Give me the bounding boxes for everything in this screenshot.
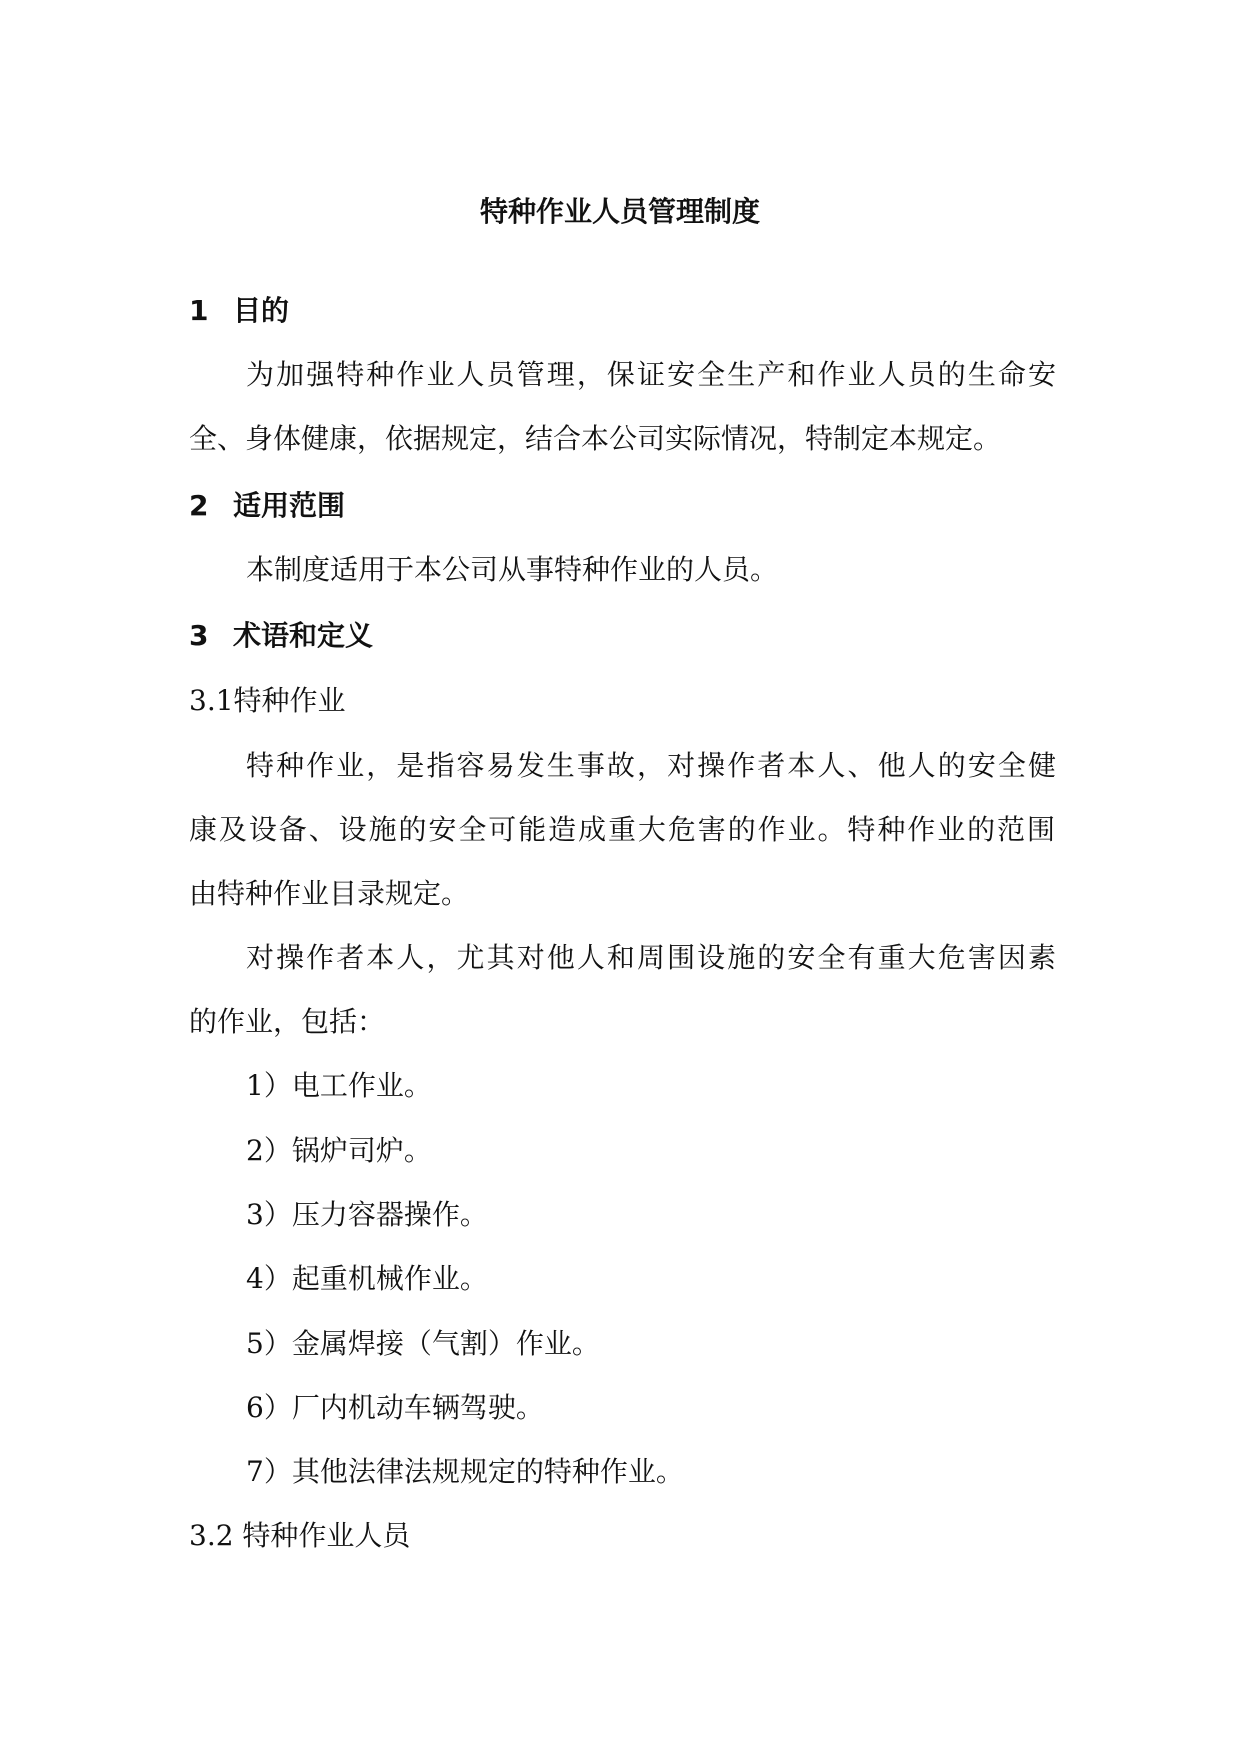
section-1-paragraph-line-2: 全、身体健康，依据规定，结合本公司实际情况，特制定本规定。 xyxy=(189,422,1002,455)
section-3-number: 3 xyxy=(189,619,209,652)
section-2-title: 适用范围 xyxy=(233,489,346,522)
section-1-title: 目的 xyxy=(233,294,290,327)
list-item: 5）金属焊接（气割）作业。 xyxy=(246,1327,600,1360)
subsection-3-1-para-2-line-1: 对操作者本人，尤其对他人和周围设施的安全有重大危害因素 xyxy=(246,941,1056,974)
subsection-3-1-para-1-line-1: 特种作业，是指容易发生事故，对操作者本人、他人的安全健 xyxy=(246,749,1056,782)
section-1-heading xyxy=(189,294,289,328)
subsection-3-1-para-1-line-2: 康及设备、设施的安全可能造成重大危害的作业。特种作业的范围 xyxy=(189,813,1055,846)
section-2-heading xyxy=(189,489,345,523)
list-item: 1）电工作业。 xyxy=(246,1069,432,1102)
section-3-title: 术语和定义 xyxy=(233,619,374,652)
list-item: 4）起重机械作业。 xyxy=(246,1262,488,1295)
list-item: 6）厂内机动车辆驾驶。 xyxy=(246,1391,544,1424)
document-title: 特种作业人员管理制度 xyxy=(479,195,760,228)
list-item: 3）压力容器操作。 xyxy=(246,1198,488,1231)
section-2-number: 2 xyxy=(189,489,209,522)
list-item: 2）锅炉司炉。 xyxy=(246,1134,432,1167)
subsection-3-1-title: 3.1特种作业 xyxy=(189,684,346,717)
section-2-paragraph: 本制度适用于本公司从事特种作业的人员。 xyxy=(246,553,779,586)
section-1-paragraph-line-1: 为加强特种作业人员管理，保证安全生产和作业人员的生命安 xyxy=(246,358,1056,391)
section-3-heading xyxy=(189,619,373,653)
subsection-3-1-para-1-line-3: 由特种作业目录规定。 xyxy=(189,877,470,910)
subsection-3-2-title: 3.2 特种作业人员 xyxy=(189,1519,411,1552)
section-1-number: 1 xyxy=(189,294,209,327)
subsection-3-1-para-2-line-2: 的作业，包括： xyxy=(189,1005,386,1038)
list-item: 7）其他法律法规规定的特种作业。 xyxy=(246,1455,684,1488)
